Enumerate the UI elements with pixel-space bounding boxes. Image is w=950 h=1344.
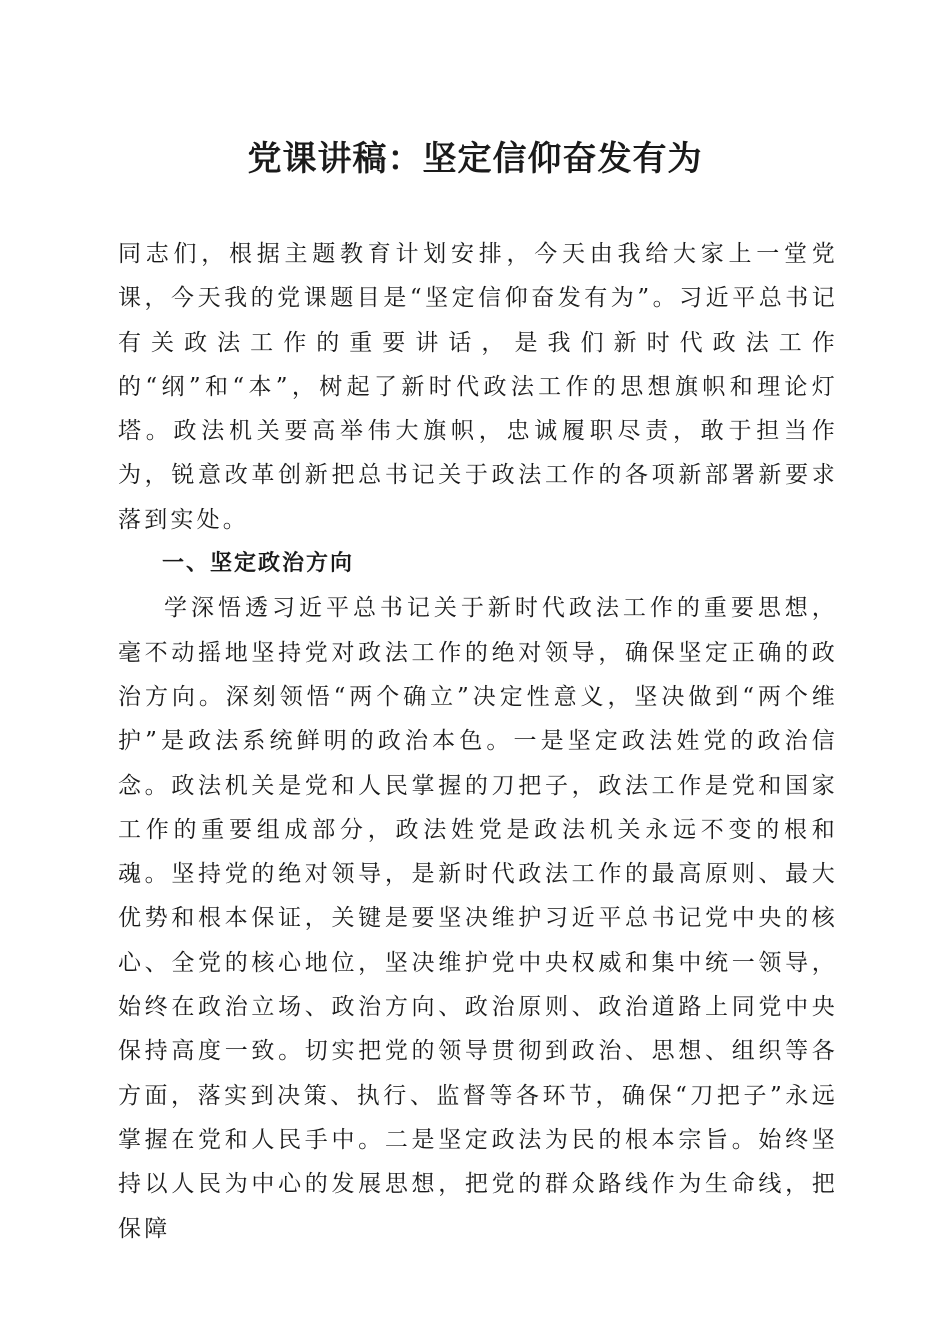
section-paragraph: 学深悟透习近平总书记关于新时代政法工作的重要思想，毫不动摇地坚持党对政法工作的绝对领导，确保坚定正确的政治方向。深刻领悟“两个确立”决定性意义，坚决做到“两个维护”是政法系统鲜明的政治本色。一是坚定政法姓党的政治信念。政法机关是党和人民掌握的刀把子，政法工作是党和国家工作的重要组成部分，政法姓党是政法机关永远不变的根和魂。坚持党的绝对领导，是新时代政法工作的最高原则、最大优势和根本保证，关键是要坚决维护习近平总书记党中央的核心、全党的核心地位，坚决维护党中央权威和集中统一领导，始终在政治立场、政治方向、政治原则、政治道路上同党中央保持高度一致。切实把党的领导贯彻到政治、思想、组织等各方面，落实到决策、执行、监督等各环节，确保“刀把子”永远掌握在党和人民手中。二是坚定政法为民的根本宗旨。始终坚持以人民为中心的发展思想，把党的群众路线作为生命线，把保障 xyxy=(118,595,838,1242)
page-title: 党课讲稿：坚定信仰奋发有为 xyxy=(247,139,703,179)
section-heading: 一、坚定政治方向 xyxy=(162,551,355,577)
intro-paragraph: 同志们，根据主题教育计划安排，今天由我给大家上一堂党课，今天我的党课题目是“坚定信仰奋发有为”。习近平总书记有关政法工作的重要讲话，是我们新时代政法工作的“纲”和“本”，树起了新时代政法工作的思想旗帜和理论灯塔。政法机关要高举伟大旗帜，忠诚履职尽责，敢于担当作为，锐意改革创新把总书记关于政法工作的各项新部署新要求落到实处。 xyxy=(118,241,838,533)
document-body xyxy=(118,232,838,1251)
